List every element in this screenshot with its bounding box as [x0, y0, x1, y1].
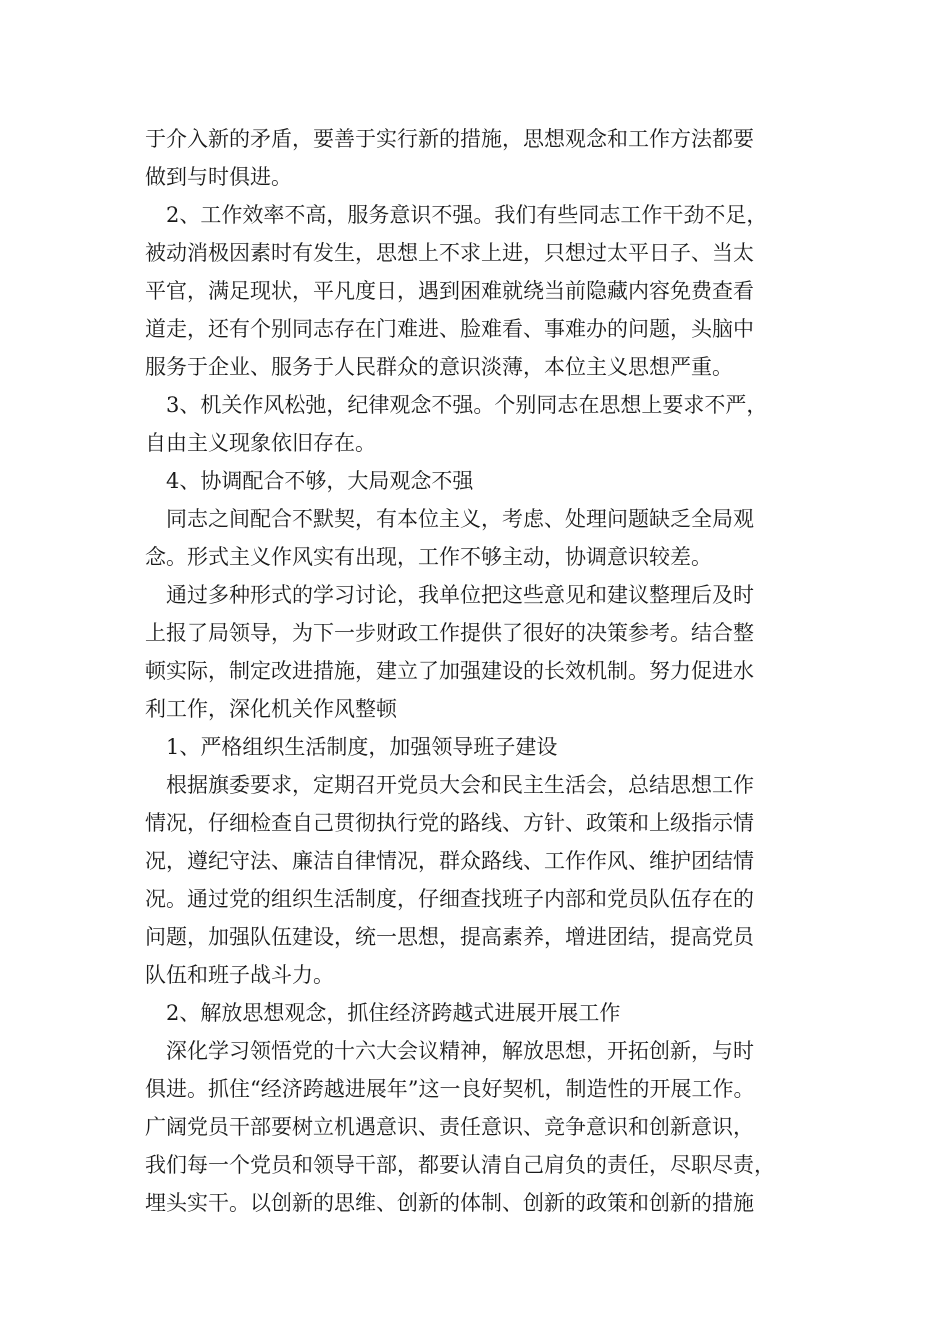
text-line: 顿实际，制定改进措施，建立了加强建设的长效机制。努力促进水	[145, 659, 754, 683]
text-line: 队伍和班子战斗力。	[145, 963, 334, 987]
text-line: 道走，还有个别同志存在门难进、脸难看、事难办的问题，头脑中	[145, 317, 754, 341]
text-line: 通过多种形式的学习讨论，我单位把这些意见和建议整理后及时	[166, 583, 754, 607]
text-line: 服务于企业、服务于人民群众的意识淡薄，本位主义思想严重。	[145, 355, 733, 379]
text-line: 埋头实干。以创新的思维、创新的体制、创新的政策和创新的措施	[145, 1191, 754, 1215]
text-line: 3、机关作风松弛，纪律观念不强。个别同志在思想上要求不严，	[166, 393, 768, 417]
text-line: 深化学习领悟党的十六大会议精神，解放思想，开拓创新，与时	[166, 1039, 754, 1063]
text-line: 1、严格组织生活制度，加强领导班子建设	[166, 735, 558, 759]
text-line: 自由主义现象依旧存在。	[145, 431, 376, 455]
text-line: 2、解放思想观念，抓住经济跨越式进展开展工作	[166, 1001, 621, 1025]
text-line: 利工作，深化机关作风整顿	[145, 697, 397, 721]
text-line: 被动消极因素时有发生，思想上不求上进，只想过太平日子、当太	[145, 241, 754, 265]
text-line: 况。通过党的组织生活制度，仔细查找班子内部和党员队伍存在的	[145, 887, 754, 911]
text-line: 同志之间配合不默契，有本位主义，考虑、处理问题缺乏全局观	[166, 507, 754, 531]
text-line: 情况，仔细检查自己贯彻执行党的路线、方针、政策和上级指示情	[145, 811, 754, 835]
text-line: 俱进。抓住“经济跨越进展年”这一良好契机，制造性的开展工作。	[145, 1077, 755, 1101]
text-line: 平官，满足现状，平凡度日，遇到困难就绕当前隐藏内容免费查看	[145, 279, 754, 303]
text-line: 根据旗委要求，定期召开党员大会和民主生活会，总结思想工作	[166, 773, 754, 797]
text-line: 于介入新的矛盾，要善于实行新的措施，思想观念和工作方法都要	[145, 127, 754, 151]
text-line: 广阔党员干部要树立机遇意识、责任意识、竞争意识和创新意识，	[145, 1115, 754, 1139]
text-line: 做到与时俱进。	[145, 165, 292, 189]
text-line: 4、协调配合不够，大局观念不强	[166, 469, 474, 493]
text-line: 上报了局领导，为下一步财政工作提供了很好的决策参考。结合整	[145, 621, 754, 645]
text-line: 2、工作效率不高，服务意识不强。我们有些同志工作干劲不足，	[166, 203, 768, 227]
text-line: 况，遵纪守法、廉洁自律情况，群众路线、工作作风、维护团结情	[145, 849, 754, 873]
text-line: 我们每一个党员和领导干部，都要认清自己肩负的责任，尽职尽责，	[145, 1153, 775, 1177]
text-line: 念。形式主义作风实有出现，工作不够主动，协调意识较差。	[145, 545, 712, 569]
text-line: 问题，加强队伍建设，统一思想，提高素养，增进团结，提高党员	[145, 925, 754, 949]
document-body	[145, 120, 810, 1222]
